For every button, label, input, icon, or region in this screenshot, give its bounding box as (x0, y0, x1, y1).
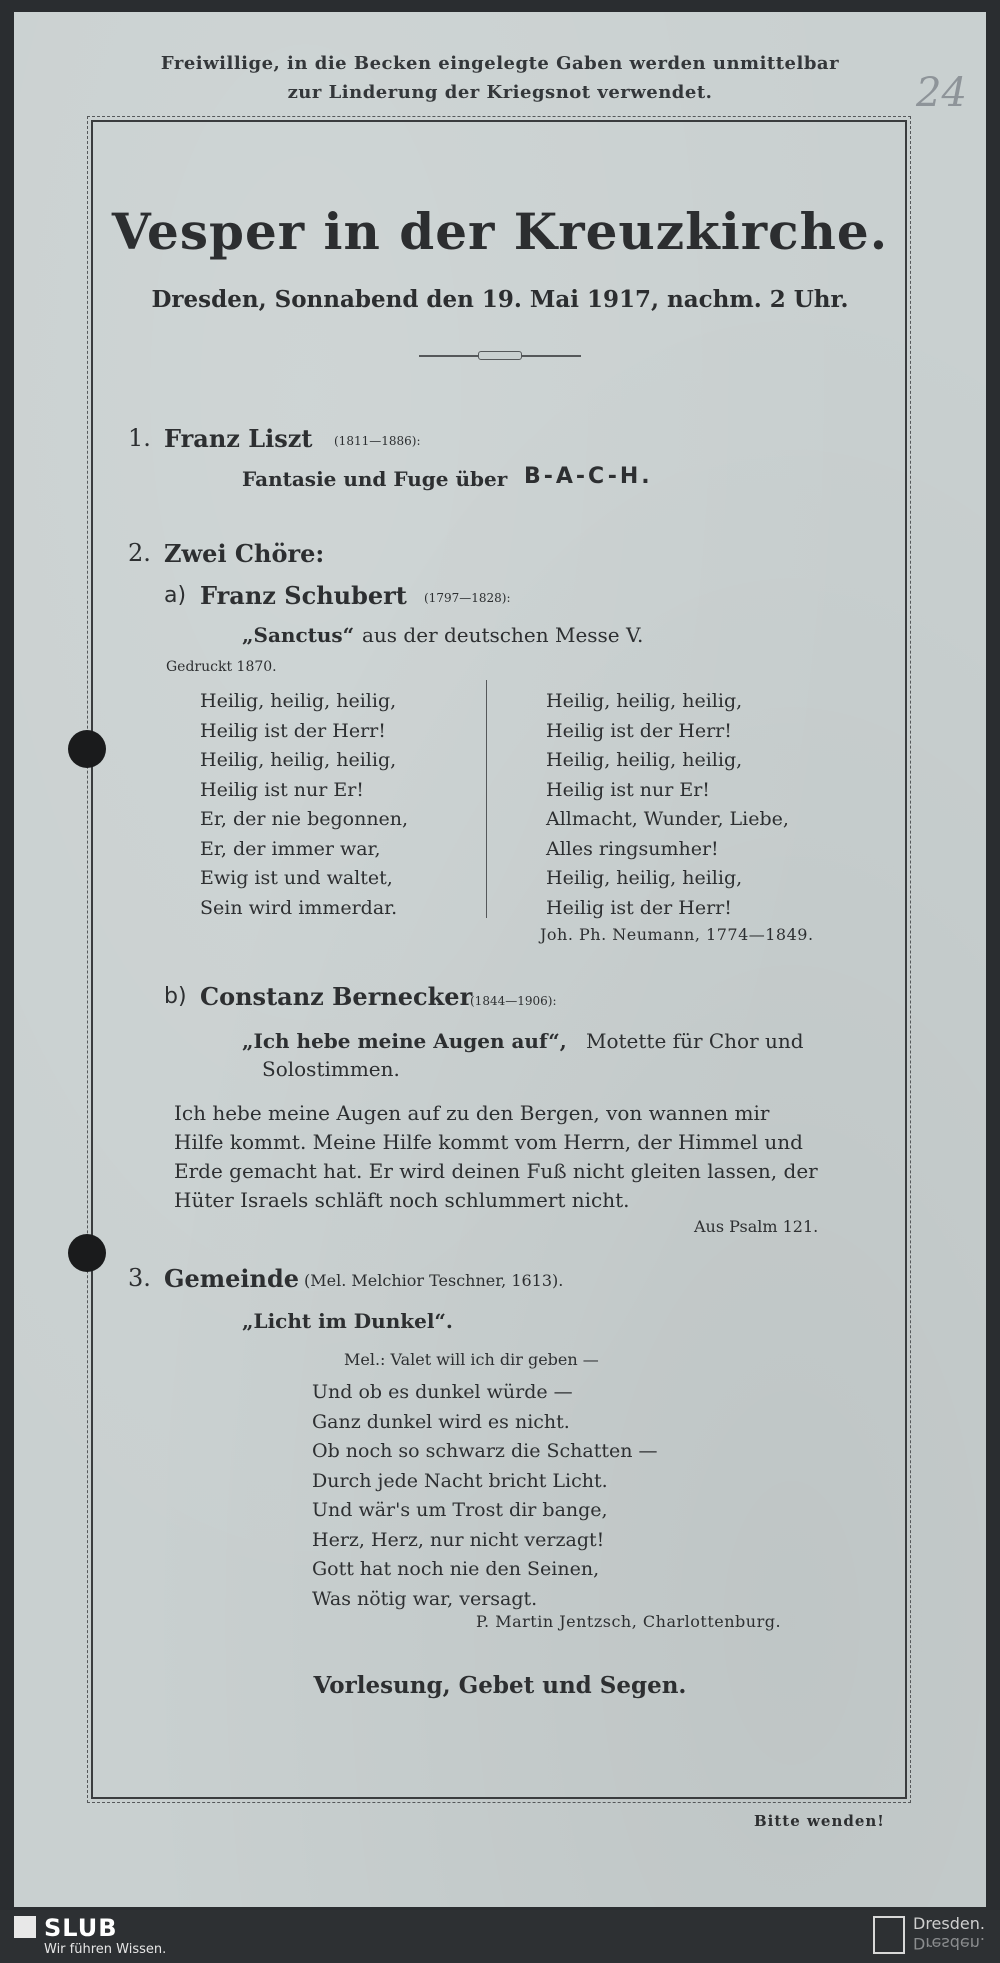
dresden-logo-text: Dresden. (913, 1914, 985, 1933)
program-sheet (14, 12, 986, 1907)
item-2a-label: a) (164, 583, 187, 608)
sanctus-verse-left (200, 687, 408, 923)
slub-logo-icon (14, 1916, 36, 1938)
item-1-dates: (1811—1886): (334, 434, 421, 448)
item-1-piece: Fantasie und Fuge über (242, 467, 508, 491)
psalm-line: Hüter Israels schläft noch schlummert nicht. (174, 1188, 630, 1212)
verse-line: Er, der nie begonnen, (200, 808, 409, 830)
verse-line: Ob noch so schwarz die Schatten — (312, 1440, 658, 1462)
verse-line: Allmacht, Wunder, Liebe, (546, 808, 789, 830)
item-2b-piece-rest-2: Solostimmen. (262, 1057, 400, 1081)
verse-line: Heilig ist nur Er! (546, 778, 710, 801)
item-2a-piece: „Sanctus“ (242, 623, 355, 647)
hymn-author: P. Martin Jentzsch, Charlottenburg. (476, 1612, 782, 1631)
item-2-heading: Zwei Chöre: (164, 539, 325, 568)
item-2b-piece: „Ich hebe meine Augen auf“, (242, 1029, 567, 1053)
page-title: Vesper in der Kreuzkirche. (111, 202, 889, 261)
sanctus-author: Joh. Ph. Neumann, 1774—1849. (540, 925, 814, 944)
item-2b-dates: (1844—1906): (470, 994, 557, 1008)
verse-line: Durch jede Nacht bricht Licht. (312, 1469, 608, 1492)
item-2a-dates: (1797—1828): (424, 591, 511, 605)
ornament-center (478, 351, 522, 360)
dresden-logo-reflection: Dresden. (913, 1934, 985, 1953)
donation-notice-line-1: Freiwillige, in die Becken eingelegte Gaben werden unmittelbar (160, 53, 840, 74)
item-2b-piece-rest: Motette für Chor und (586, 1029, 804, 1053)
verse-line: Herz, Herz, nur nicht verzagt! (312, 1528, 605, 1551)
verse-line: Heilig, heilig, heilig, (546, 749, 743, 771)
verse-line: Heilig, heilig, heilig, (200, 690, 397, 712)
closing-line: Vorlesung, Gebet und Segen. (313, 1672, 687, 1699)
verse-line: Heilig ist der Herr! (200, 719, 386, 742)
verse-line: Ganz dunkel wird es nicht. (312, 1410, 570, 1433)
psalm-source: Aus Psalm 121. (694, 1217, 819, 1236)
psalm-line: Hilfe kommt. Meine Hilfe kommt vom Herrn, der Himmel und (174, 1130, 803, 1154)
verse-line: Und wär's um Trost dir bange, (312, 1499, 608, 1521)
item-3-heading: Gemeinde (164, 1264, 300, 1293)
item-2a-piece-rest: aus der deutschen Messe V. (362, 623, 644, 647)
verse-line: Was nötig war, versagt. (312, 1587, 538, 1610)
item-2b-label: b) (164, 984, 187, 1009)
verse-line: Heilig, heilig, heilig, (546, 690, 743, 712)
verse-line: Heilig ist der Herr! (546, 719, 732, 742)
item-2b-composer: Constanz Bernecker (200, 982, 473, 1011)
verse-line: Er, der immer war, (200, 837, 381, 860)
item-2a-composer: Franz Schubert (200, 581, 407, 610)
verse-line: Gott hat noch nie den Seinen, (312, 1558, 600, 1580)
item-2a-printed: Gedruckt 1870. (166, 659, 277, 675)
verse-line: Und ob es dunkel würde — (312, 1381, 573, 1403)
verse-line: Heilig, heilig, heilig, (200, 749, 397, 771)
verse-line: Alles ringsumher! (546, 837, 719, 860)
punch-hole (68, 1234, 106, 1272)
handwritten-page-number: 24 (916, 70, 967, 116)
item-1-bach: B-A-C-H. (524, 464, 653, 489)
donation-notice-line-2: zur Linderung der Kriegsnot verwendet. (287, 82, 713, 103)
turn-over-note: Bitte wenden! (754, 1812, 885, 1830)
item-3-piece: „Licht im Dunkel“. (242, 1309, 453, 1333)
verse-line: Heilig, heilig, heilig, (546, 867, 743, 889)
verse-divider (486, 680, 487, 918)
slub-logo-text: SLUB (44, 1914, 118, 1942)
item-3-number: 3. (128, 1264, 151, 1292)
psalm-line: Ich hebe meine Augen auf zu den Bergen, von wannen mir (174, 1101, 770, 1125)
slub-tagline: Wir führen Wissen. (44, 1942, 167, 1957)
item-2-number: 2. (128, 539, 151, 567)
item-1-composer: Franz Liszt (164, 424, 313, 453)
item-3-melody: Mel.: Valet will ich dir geben — (344, 1350, 599, 1369)
punch-hole (68, 730, 106, 768)
psalm-text (174, 1099, 818, 1215)
dresden-crest-icon (873, 1916, 905, 1954)
verse-line: Sein wird immerdar. (200, 896, 398, 919)
hymn-verse (312, 1378, 658, 1614)
sanctus-verse-right (546, 687, 789, 923)
verse-line: Ewig ist und waltet, (200, 867, 393, 889)
footer-bar (0, 1910, 1000, 1963)
verse-line: Heilig ist der Herr! (546, 896, 732, 919)
verse-line: Heilig ist nur Er! (200, 778, 364, 801)
item-1-number: 1. (128, 424, 151, 452)
psalm-line: Erde gemacht hat. Er wird deinen Fuß nicht gleiten lassen, der (174, 1159, 818, 1183)
item-3-melody-note: (Mel. Melchior Teschner, 1613). (304, 1271, 564, 1290)
page-subtitle: Dresden, Sonnabend den 19. Mai 1917, nachm. 2 Uhr. (151, 286, 849, 313)
